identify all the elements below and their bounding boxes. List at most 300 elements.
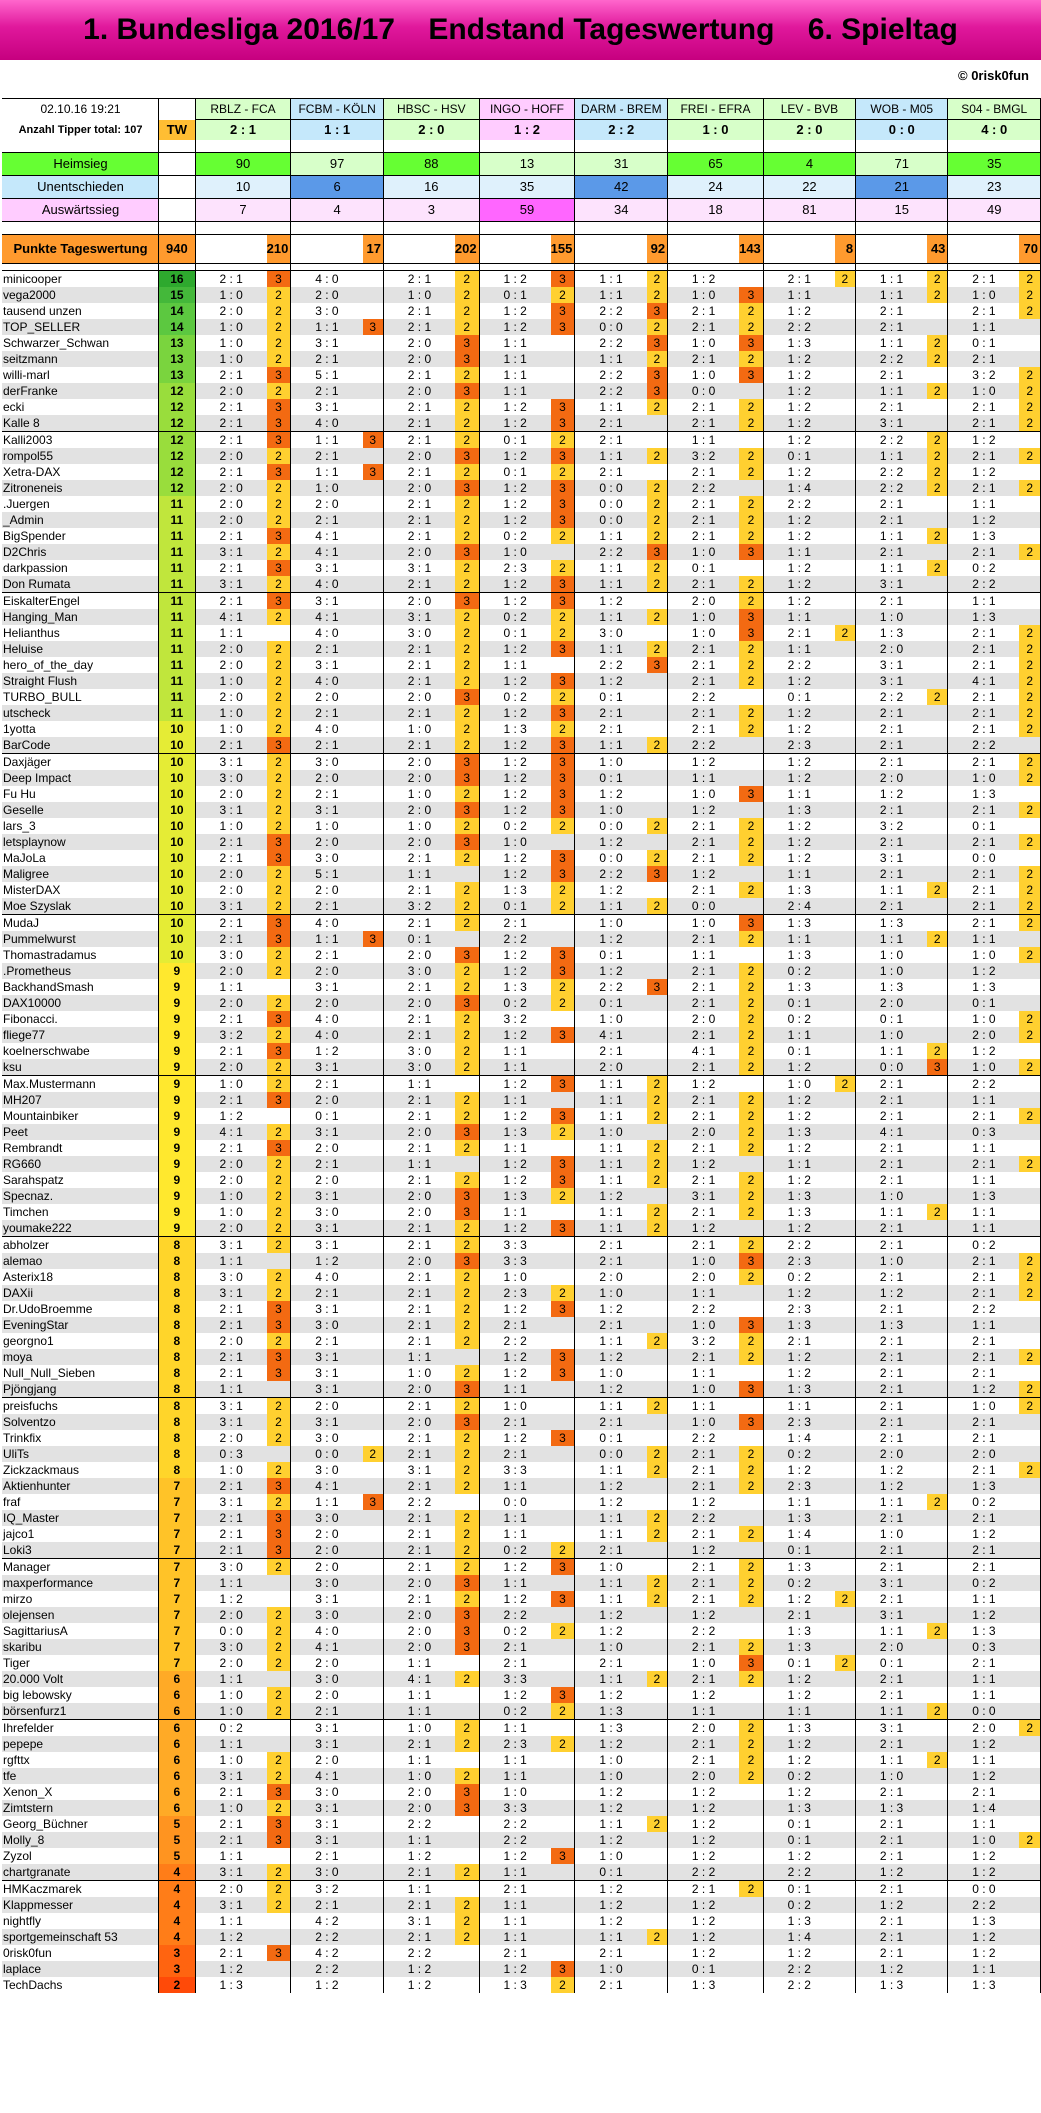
- player-tip: 4 : 0: [291, 625, 363, 641]
- player-tip: 1 : 2: [948, 432, 1019, 449]
- player-points: [739, 560, 763, 576]
- player-tw: 11: [159, 641, 196, 657]
- player-points: [363, 1269, 384, 1285]
- player-points: [363, 673, 384, 689]
- game-name-1: FCBM - KÖLN: [291, 99, 384, 120]
- player-tip: 1 : 2: [479, 1156, 551, 1172]
- player-tip: 1 : 1: [668, 1365, 739, 1381]
- player-tip: 2 : 2: [668, 1301, 739, 1317]
- player-tw: 7: [159, 1478, 196, 1494]
- player-name: D2Chris: [2, 544, 159, 560]
- player-tip: 1 : 1: [383, 1655, 454, 1671]
- player-points: [647, 1124, 668, 1140]
- player-points: [835, 512, 856, 528]
- player-points: [927, 818, 948, 834]
- auswaertssieg-count-4: 34: [575, 199, 668, 222]
- spacer: [455, 264, 479, 271]
- player-points: [1019, 1076, 1040, 1093]
- player-points: [647, 1059, 668, 1076]
- player-tip: 1 : 1: [383, 1703, 454, 1720]
- player-tip: 1 : 2: [763, 673, 834, 689]
- player-points: [363, 1655, 384, 1671]
- player-points: [927, 512, 948, 528]
- game-result-3: 1 : 2: [479, 120, 575, 141]
- player-points: [927, 1929, 948, 1945]
- player-tip: 1 : 3: [479, 721, 551, 737]
- player-tip: 0 : 2: [763, 1575, 834, 1591]
- spacer: [927, 264, 948, 271]
- player-tip: 1 : 1: [479, 1913, 551, 1929]
- player-points: [1019, 1752, 1040, 1768]
- player-tip: 0 : 0: [948, 1881, 1019, 1898]
- player-tip: 1 : 1: [948, 1671, 1019, 1687]
- spacer: [739, 264, 763, 271]
- player-points: 2: [267, 1237, 291, 1254]
- player-points: [363, 737, 384, 754]
- player-points: [927, 1381, 948, 1398]
- player-points: [551, 351, 575, 367]
- table-row: [2, 786, 1041, 802]
- player-name: koelnerschwabe: [2, 1043, 159, 1059]
- player-points: 2: [267, 1687, 291, 1703]
- player-points: 2: [927, 271, 948, 288]
- player-tip: 0 : 2: [479, 1623, 551, 1639]
- player-points: [739, 1285, 763, 1301]
- table-row: [2, 496, 1041, 512]
- player-tip: 1 : 0: [668, 1317, 739, 1333]
- player-points: [647, 1832, 668, 1848]
- player-points: [1019, 1237, 1040, 1254]
- player-tip: 0 : 1: [763, 1816, 834, 1832]
- player-tip: 2 : 2: [383, 1945, 454, 1961]
- player-points: [1019, 1848, 1040, 1864]
- player-tip: 1 : 0: [668, 915, 739, 932]
- player-tip: 1 : 1: [856, 560, 927, 576]
- player-tip: 2 : 1: [291, 641, 363, 657]
- table-row: [2, 1913, 1041, 1929]
- player-tip: 2 : 1: [948, 1349, 1019, 1365]
- player-tip: 2 : 1: [948, 689, 1019, 705]
- player-tw: 9: [159, 1188, 196, 1204]
- player-points: [647, 1365, 668, 1381]
- player-tip: 1 : 0: [575, 1639, 647, 1655]
- player-tip: 3 : 1: [291, 1059, 363, 1076]
- player-tip: 1 : 1: [856, 1494, 927, 1510]
- player-points: 3: [739, 786, 763, 802]
- player-name: Fu Hu: [2, 786, 159, 802]
- player-points: 3: [267, 1510, 291, 1526]
- player-points: [927, 1172, 948, 1188]
- table-row: [2, 1607, 1041, 1623]
- player-points: [551, 1639, 575, 1655]
- player-points: [835, 1430, 856, 1446]
- player-name: Trinkfix: [2, 1430, 159, 1446]
- player-points: [927, 1092, 948, 1108]
- player-name: preisfuchs: [2, 1398, 159, 1415]
- player-tip: 2 : 1: [856, 367, 927, 383]
- player-points: 2: [1019, 1285, 1040, 1301]
- player-tip: 1 : 1: [575, 1204, 647, 1220]
- player-tip: 3 : 1: [291, 1720, 363, 1737]
- player-name: Rembrandt: [2, 1140, 159, 1156]
- table-row: [2, 1059, 1041, 1076]
- player-tip: 1 : 2: [948, 464, 1019, 480]
- player-tip: 1 : 3: [763, 1188, 834, 1204]
- player-tip: 2 : 2: [948, 737, 1019, 754]
- player-tip: 1 : 1: [383, 1156, 454, 1172]
- player-tip: 2 : 2: [668, 689, 739, 705]
- spacer: [1019, 264, 1040, 271]
- player-tip: 1 : 3: [856, 979, 927, 995]
- player-tip: 3 : 3: [479, 1671, 551, 1687]
- player-points: [363, 705, 384, 721]
- player-tip: 2 : 1: [856, 1220, 927, 1237]
- player-points: 2: [267, 1172, 291, 1188]
- player-points: [927, 1140, 948, 1156]
- table-row: [2, 1108, 1041, 1124]
- table-row: [2, 287, 1041, 303]
- player-tip: 1 : 2: [479, 1687, 551, 1703]
- player-points: [835, 1317, 856, 1333]
- player-tip: 2 : 1: [291, 705, 363, 721]
- player-tip: 1 : 2: [763, 560, 834, 576]
- player-tip: 1 : 0: [291, 818, 363, 834]
- player-tip: 1 : 2: [763, 1784, 834, 1800]
- player-tip: 2 : 2: [668, 1430, 739, 1446]
- player-tip: 3 : 0: [291, 1784, 363, 1800]
- player-name: TURBO_BULL: [2, 689, 159, 705]
- player-name: Klappmesser: [2, 1897, 159, 1913]
- player-tip: 1 : 2: [763, 415, 834, 432]
- player-points: [551, 1897, 575, 1913]
- player-points: [647, 689, 668, 705]
- player-points: [835, 1961, 856, 1977]
- player-tip: 1 : 2: [575, 1301, 647, 1317]
- player-points: [835, 721, 856, 737]
- player-points: 2: [455, 1462, 479, 1478]
- player-tip: 1 : 1: [575, 1591, 647, 1607]
- player-tip: 1 : 3: [948, 786, 1019, 802]
- player-tip: 2 : 0: [668, 1269, 739, 1285]
- player-points: [835, 1092, 856, 1108]
- player-points: [1019, 1800, 1040, 1816]
- player-points: 2: [739, 995, 763, 1011]
- heimsieg-count-6: 4: [763, 153, 855, 176]
- player-points: 2: [455, 512, 479, 528]
- player-tip: 2 : 0: [383, 448, 454, 464]
- player-points: [1019, 496, 1040, 512]
- player-points: [551, 383, 575, 399]
- player-points: [363, 1832, 384, 1848]
- player-points: [647, 625, 668, 641]
- player-tip: 3 : 1: [291, 1365, 363, 1381]
- player-points: 2: [927, 464, 948, 480]
- spacer: [159, 264, 196, 271]
- player-points: [835, 432, 856, 449]
- player-tip: 1 : 2: [763, 721, 834, 737]
- player-tip: 5 : 1: [291, 367, 363, 383]
- player-tw: 4: [159, 1864, 196, 1881]
- player-points: 2: [455, 560, 479, 576]
- player-points: 3: [551, 866, 575, 882]
- player-points: [835, 1736, 856, 1752]
- table-row: [2, 673, 1041, 689]
- player-points: 2: [1019, 1059, 1040, 1076]
- player-tip: 3 : 3: [479, 1462, 551, 1478]
- player-tw: 4: [159, 1913, 196, 1929]
- player-tip: 2 : 1: [668, 1575, 739, 1591]
- player-tip: 2 : 2: [856, 351, 927, 367]
- player-tip: 1 : 1: [575, 1816, 647, 1832]
- player-points: 2: [551, 721, 575, 737]
- table-row: [2, 560, 1041, 576]
- player-name: Kalli2003: [2, 432, 159, 449]
- player-points: [363, 512, 384, 528]
- player-points: [647, 963, 668, 979]
- player-tip: 1 : 2: [575, 1607, 647, 1623]
- heimsieg-label: Heimsieg: [2, 153, 159, 176]
- unentschieden-count-6: 22: [763, 176, 855, 199]
- player-tip: 1 : 2: [763, 1945, 834, 1961]
- player-points: [1019, 1430, 1040, 1446]
- player-name: Schwarzer_Schwan: [2, 335, 159, 351]
- player-tip: 1 : 2: [575, 1349, 647, 1365]
- player-points: [739, 1365, 763, 1381]
- table-row: [2, 1365, 1041, 1381]
- player-points: 2: [455, 721, 479, 737]
- player-tip: 1 : 2: [668, 1913, 739, 1929]
- player-tip: 2 : 1: [948, 1269, 1019, 1285]
- player-points: 2: [647, 898, 668, 915]
- table-row: [2, 1832, 1041, 1848]
- player-points: 3: [739, 1381, 763, 1398]
- player-points: [647, 1253, 668, 1269]
- player-points: [1019, 850, 1040, 866]
- player-points: [1019, 1687, 1040, 1703]
- player-tip: 2 : 1: [668, 1478, 739, 1494]
- player-points: 3: [267, 1317, 291, 1333]
- player-points: [739, 1703, 763, 1720]
- player-tip: 2 : 1: [856, 1671, 927, 1687]
- spacer: [267, 264, 291, 271]
- punkte-game-8: 70: [1019, 235, 1040, 264]
- player-tw: 6: [159, 1703, 196, 1720]
- player-points: [363, 1124, 384, 1140]
- player-tip: 0 : 0: [575, 319, 647, 335]
- player-points: [647, 1784, 668, 1800]
- player-points: 2: [739, 1124, 763, 1140]
- player-name: Zitroneneis: [2, 480, 159, 496]
- player-points: [835, 1929, 856, 1945]
- player-tip: 1 : 2: [479, 1076, 551, 1093]
- player-name: abholzer: [2, 1237, 159, 1254]
- player-points: [455, 1816, 479, 1832]
- player-tip: 1 : 1: [575, 1929, 647, 1945]
- player-tip: 4 : 1: [291, 1639, 363, 1655]
- player-tip: 2 : 1: [948, 1333, 1019, 1349]
- player-points: [927, 721, 948, 737]
- player-points: 2: [739, 818, 763, 834]
- player-points: 2: [455, 1237, 479, 1254]
- player-name: Heluise: [2, 641, 159, 657]
- player-tip: 1 : 1: [856, 1752, 927, 1768]
- player-tip: 2 : 1: [383, 496, 454, 512]
- player-tip: 2 : 1: [383, 1011, 454, 1027]
- player-tip: 3 : 2: [479, 1011, 551, 1027]
- player-points: 2: [835, 625, 856, 641]
- player-tw: 6: [159, 1800, 196, 1816]
- player-tip: 1 : 2: [856, 1864, 927, 1881]
- player-tip: 0 : 1: [763, 448, 834, 464]
- player-points: [267, 1736, 291, 1752]
- player-tip: 1 : 2: [763, 1671, 834, 1687]
- player-tip: 1 : 1: [383, 1349, 454, 1365]
- table-row: [2, 1542, 1041, 1559]
- player-tip: 1 : 0: [668, 367, 739, 383]
- player-tip: 2 : 0: [383, 351, 454, 367]
- player-tip: 0 : 1: [575, 1864, 647, 1881]
- player-tw: 11: [159, 576, 196, 593]
- player-tip: 2 : 0: [291, 834, 363, 850]
- player-points: [363, 625, 384, 641]
- player-tip: 2 : 0: [291, 1526, 363, 1542]
- player-tip: 1 : 1: [479, 1140, 551, 1156]
- player-points: 3: [551, 512, 575, 528]
- player-tip: 2 : 2: [948, 1897, 1019, 1913]
- player-tip: 1 : 1: [195, 1848, 266, 1864]
- player-points: 3: [267, 1011, 291, 1027]
- player-points: [647, 1237, 668, 1254]
- player-points: 2: [647, 576, 668, 593]
- player-points: [835, 1639, 856, 1655]
- player-tip: 1 : 0: [948, 1832, 1019, 1848]
- player-tip: 1 : 1: [763, 544, 834, 560]
- player-points: 2: [1019, 1269, 1040, 1285]
- player-points: [835, 576, 856, 593]
- player-points: [1019, 1365, 1040, 1381]
- player-tip: 1 : 2: [763, 432, 834, 449]
- player-tip: 1 : 1: [948, 593, 1019, 610]
- player-points: [739, 947, 763, 963]
- player-tip: 2 : 1: [668, 657, 739, 673]
- player-points: 2: [267, 576, 291, 593]
- player-points: [363, 593, 384, 610]
- player-points: 2: [455, 367, 479, 383]
- player-name: .Prometheus: [2, 963, 159, 979]
- player-tip: 0 : 1: [575, 1430, 647, 1446]
- player-points: 2: [739, 303, 763, 319]
- player-tip: 3 : 0: [291, 850, 363, 866]
- unentschieden-count-7: 21: [856, 176, 948, 199]
- player-points: 3: [551, 576, 575, 593]
- player-points: 2: [267, 383, 291, 399]
- player-tip: 1 : 2: [195, 1929, 266, 1945]
- player-tw: 10: [159, 834, 196, 850]
- player-tw: 8: [159, 1430, 196, 1446]
- player-tip: 2 : 0: [291, 882, 363, 898]
- player-tip: 3 : 1: [291, 1237, 363, 1254]
- player-tip: 1 : 1: [575, 1220, 647, 1237]
- credit: © 0risk0fun: [958, 68, 1029, 83]
- game-result-5: 1 : 0: [668, 120, 764, 141]
- player-tip: 2 : 1: [195, 271, 266, 288]
- player-points: [363, 1027, 384, 1043]
- player-points: 2: [551, 625, 575, 641]
- player-points: [835, 705, 856, 721]
- player-tip: 0 : 3: [948, 1639, 1019, 1655]
- player-tw: 11: [159, 673, 196, 689]
- player-tip: 2 : 0: [668, 593, 739, 610]
- player-tip: 3 : 1: [291, 1414, 363, 1430]
- player-tip: 1 : 2: [575, 1800, 647, 1816]
- standings-table: [2, 98, 1041, 1993]
- player-tip: 1 : 2: [668, 1494, 739, 1510]
- player-points: 2: [455, 1027, 479, 1043]
- player-points: [1019, 963, 1040, 979]
- player-points: [647, 1430, 668, 1446]
- player-tip: 1 : 1: [195, 1575, 266, 1591]
- player-points: [551, 657, 575, 673]
- player-points: 3: [363, 432, 384, 449]
- player-points: [927, 1188, 948, 1204]
- player-tip: 1 : 3: [479, 882, 551, 898]
- player-tip: 2 : 0: [575, 1059, 647, 1076]
- player-tip: 2 : 1: [668, 1881, 739, 1898]
- player-points: 3: [455, 335, 479, 351]
- player-tip: 2 : 0: [383, 1381, 454, 1398]
- player-tip: 1 : 0: [479, 834, 551, 850]
- player-points: [835, 1043, 856, 1059]
- player-tip: 1 : 1: [479, 351, 551, 367]
- tw-header-blank: [159, 99, 196, 120]
- player-points: [363, 1784, 384, 1800]
- player-points: [363, 287, 384, 303]
- player-points: 3: [551, 1591, 575, 1607]
- player-tip: 0 : 3: [948, 1124, 1019, 1140]
- player-tip: 2 : 2: [948, 1076, 1019, 1093]
- player-tip: 0 : 2: [479, 1542, 551, 1559]
- player-name: Specnaz.: [2, 1188, 159, 1204]
- player-points: [927, 737, 948, 754]
- player-tw: 8: [159, 1333, 196, 1349]
- player-tip: 1 : 3: [668, 1977, 739, 1993]
- player-tw: 9: [159, 1156, 196, 1172]
- auswaertssieg-label: Auswärtssieg: [2, 199, 159, 222]
- table-row: [2, 1301, 1041, 1317]
- player-tip: 2 : 0: [195, 882, 266, 898]
- player-tip: 1 : 2: [668, 1784, 739, 1800]
- player-tip: 3 : 1: [291, 560, 363, 576]
- player-tip: 0 : 0: [479, 1494, 551, 1510]
- player-points: [455, 1703, 479, 1720]
- player-tip: 1 : 2: [763, 593, 834, 610]
- player-points: [363, 1333, 384, 1349]
- spacer: [2, 264, 159, 271]
- player-points: 3: [267, 1832, 291, 1848]
- player-tip: 1 : 2: [763, 1752, 834, 1768]
- player-points: 3: [551, 399, 575, 415]
- player-tw: 9: [159, 1220, 196, 1237]
- player-points: [363, 1011, 384, 1027]
- punkte-blank-4: [575, 235, 647, 264]
- player-points: [551, 1768, 575, 1784]
- player-points: [835, 882, 856, 898]
- player-tip: 2 : 0: [195, 303, 266, 319]
- player-tip: 1 : 0: [575, 1365, 647, 1381]
- player-points: 2: [267, 1800, 291, 1816]
- player-tip: 2 : 1: [856, 1076, 927, 1093]
- player-tip: 1 : 0: [668, 625, 739, 641]
